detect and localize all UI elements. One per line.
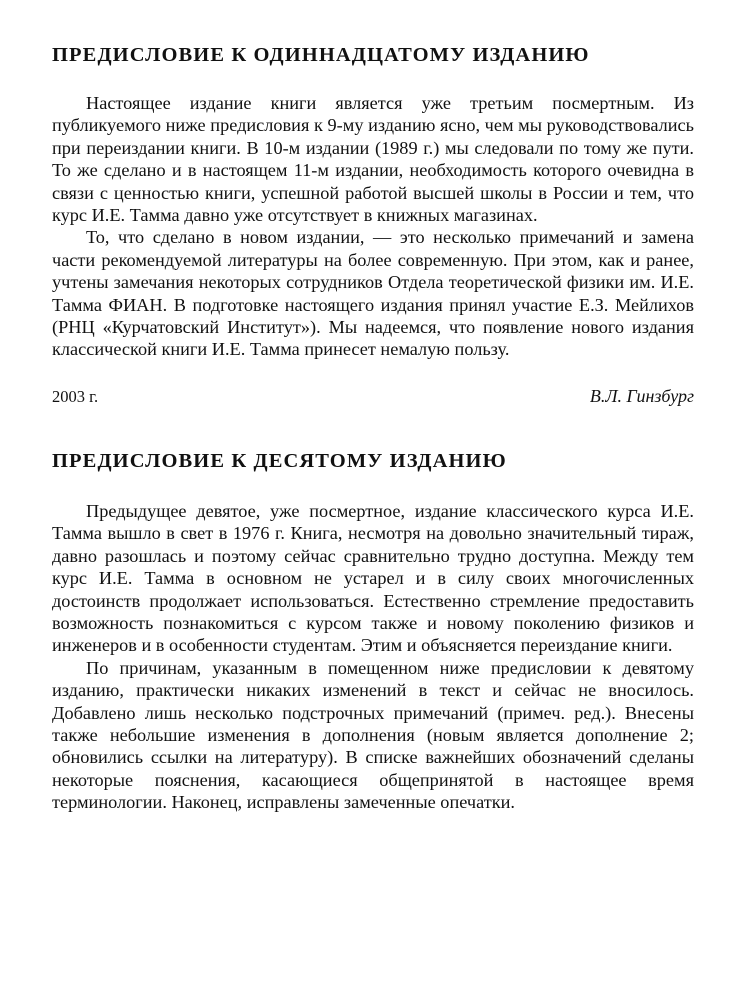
signature-author: В.Л. Гинзбург xyxy=(589,385,694,406)
preface-eleventh-paragraph-2: То, что сделано в новом издании, — это несколько примечаний и замена части рекомендуемой литературы на более современную. При этом, как и ранее, учтены замечания некоторых сотрудников Отдела теоретической физики им. И.Е. Тамма ФИАН. В подготовке настоящего издания принял участие Е.З. Мейлихов (РНЦ «Курчатовский Институт»). Мы надеемся, что появление нового издания классической книги И.Е. Тамма принесет немалую пользу. xyxy=(52,227,694,360)
signature-block xyxy=(52,385,694,408)
preface-eleventh-paragraph-1: Настоящее издание книги является уже третьим посмертным. Из публикуемого ниже предисловия к 9-му изданию ясно, чем мы руководствовались при переиздании книги. В 10-м издании (1989 г.) мы следовали по тому же пути. То же сделано и в настоящем 11-м издании, необходимость которого очевидна в связи с ценностью книги, успешной работой высшей школы в России и тем, что курс И.Е. Тамма давно уже отсутствует в книжных магазинах. xyxy=(52,93,694,226)
preface-eleventh-edition xyxy=(52,40,694,408)
preface-eleventh-heading: ПРЕДИСЛОВИЕ К ОДИННАДЦАТОМУ ИЗДАНИЮ xyxy=(52,44,590,66)
preface-tenth-paragraph-2: По причинам, указанным в помещенном ниже предисловии к девятому изданию, практически никаких изменений в текст и сейчас не вносилось. Добавлено лишь несколько подстрочных примечаний (примеч. ред.). Внесены также небольшие изменения в дополнения (новым является дополнение 2; обновились ссылки на литературу). В списке важнейших обозначений сделаны некоторые пояснения, касающиеся общепринятой в настоящее время терминологии. Наконец, исправлены замеченные опечатки. xyxy=(52,657,694,813)
preface-tenth-paragraph-1: Предыдущее девятое, уже посмертное, издание классического курса И.Е. Тамма вышло в свет в 1976 г. Книга, несмотря на довольно значительный тираж, давно разошлась и поэтому сейчас сравнительно трудно доступна. Между тем курс И.Е. Тамма в основном не устарел и в силу своих многочисленных достоинств продолжает использоваться. Естественно стремление предоставить возможность познакомиться с курсом также и новому поколению физиков и инженеров и в особенности студентам. Этим и объясняется переиздание книги. xyxy=(52,500,694,656)
signature-year: 2003 г. xyxy=(52,386,99,406)
document-page xyxy=(52,40,694,814)
preface-tenth-heading: ПРЕДИСЛОВИЕ К ДЕСЯТОМУ ИЗДАНИЮ xyxy=(52,449,507,472)
preface-tenth-edition xyxy=(52,446,694,814)
